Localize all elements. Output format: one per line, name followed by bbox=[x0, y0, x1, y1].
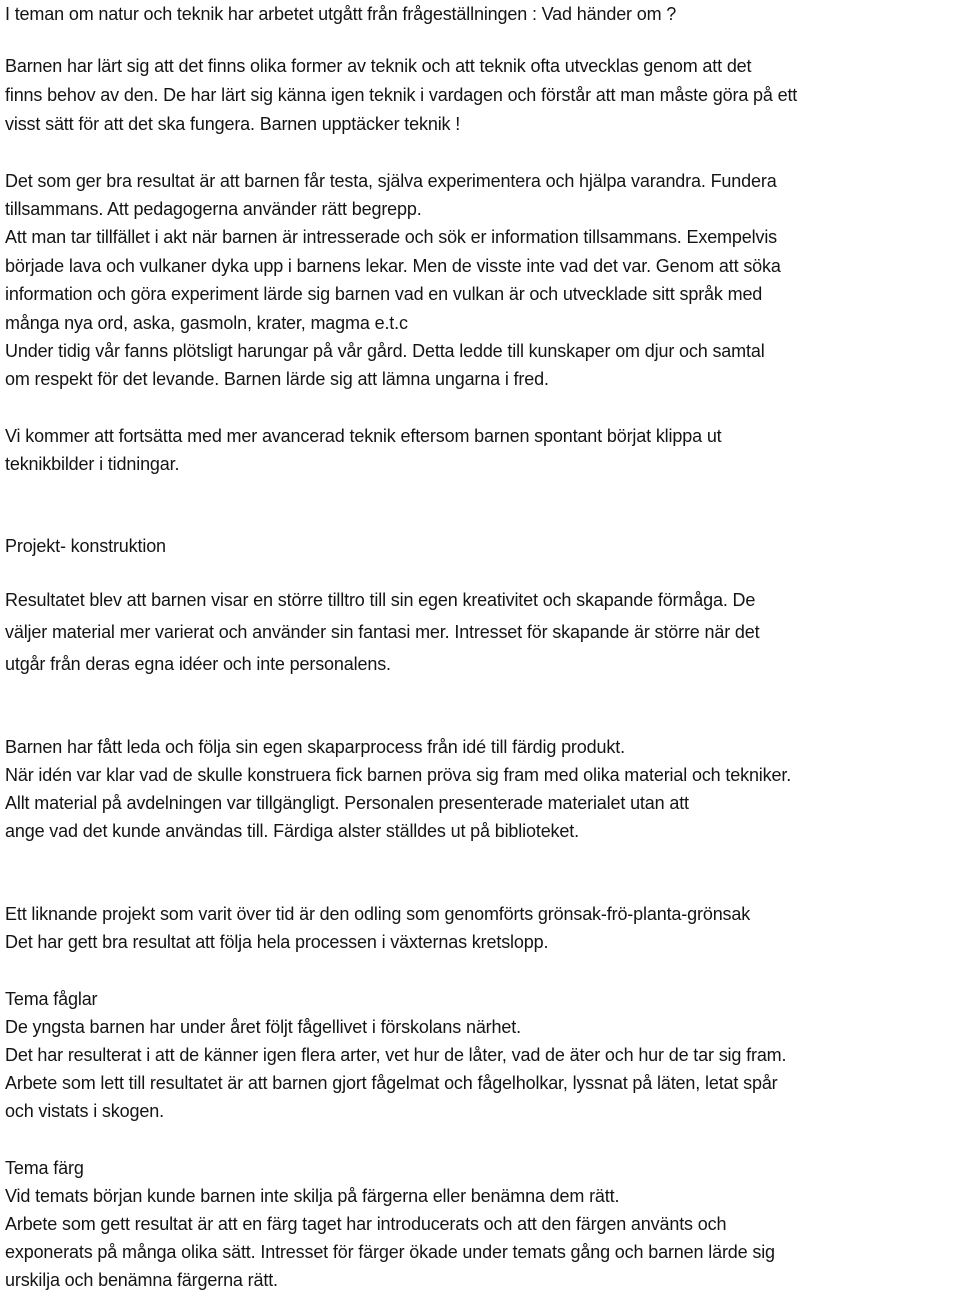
text-line: visst sätt för att det ska fungera. Barnen upptäcker teknik ! bbox=[5, 114, 461, 134]
section-heading: Projekt- konstruktion bbox=[5, 536, 166, 556]
section-heading: Tema färg bbox=[5, 1158, 84, 1178]
text-line: Vid temats början kunde barnen inte skilja på färgerna eller benämna dem rätt. bbox=[5, 1186, 620, 1206]
section-heading: Tema fåglar bbox=[5, 989, 98, 1009]
text-line: Att man tar tillfället i akt när barnen är intresserade och sök er information tillsammans. Exempelvis bbox=[5, 227, 778, 247]
text-line: teknikbilder i tidningar. bbox=[5, 454, 180, 474]
text-line: Det som ger bra resultat är att barnen får testa, själva experimentera och hjälpa varandra. Fundera bbox=[5, 171, 777, 191]
text-line: information och göra experiment lärde sig barnen vad en vulkan är och utvecklade sitt språk med bbox=[5, 284, 763, 304]
text-line: Vi kommer att fortsätta med mer avancerad teknik eftersom barnen spontant börjat klippa ut bbox=[5, 426, 722, 446]
text-line: Barnen har fått leda och följa sin egen skaparprocess från idé till färdig produkt. bbox=[5, 737, 625, 757]
text-line: utgår från deras egna idéer och inte personalens. bbox=[5, 654, 391, 674]
text-line: om respekt för det levande. Barnen lärde sig att lämna ungarna i fred. bbox=[5, 369, 549, 389]
text-line: Allt material på avdelningen var tillgängligt. Personalen presenterade materialet utan att bbox=[5, 793, 689, 813]
text-line: och vistats i skogen. bbox=[5, 1101, 164, 1121]
text-line: ange vad det kunde användas till. Färdiga alster ställdes ut på biblioteket. bbox=[5, 821, 579, 841]
text-line: Under tidig vår fanns plötsligt harungar på vår gård. Detta ledde till kunskaper om djur och samtal bbox=[5, 341, 765, 361]
text-line: tillsammans. Att pedagogerna använder rätt begrepp. bbox=[5, 199, 422, 219]
text-line: många nya ord, aska, gasmoln, krater, magma e.t.c bbox=[5, 313, 408, 333]
text-line: finns behov av den. De har lärt sig känna igen teknik i vardagen och förstår att man måste göra på ett bbox=[5, 85, 798, 105]
text-line: De yngsta barnen har under året följt fågellivet i förskolans närhet. bbox=[5, 1017, 521, 1037]
text-line: När idén var klar vad de skulle konstruera fick barnen pröva sig fram med olika material och tekniker. bbox=[5, 765, 792, 785]
text-line: Arbete som gett resultat är att en färg taget har introducerats och att den färgen använts och bbox=[5, 1214, 727, 1234]
text-line: började lava och vulkaner dyka upp i barnens lekar. Men de visste inte vad det var. Genom att söka bbox=[5, 256, 781, 276]
text-line: väljer material mer varierat och använder sin fantasi mer. Intresset för skapande är större när det bbox=[5, 622, 760, 642]
text-line: Det har resulterat i att de känner igen flera arter, vet hur de låter, vad de äter och hur de tar sig fram. bbox=[5, 1045, 787, 1065]
text-line: Barnen har lärt sig att det finns olika former av teknik och att teknik ofta utvecklas genom att det bbox=[5, 56, 752, 76]
text-line: exponerats på många olika sätt. Intresset för färger ökade under temats gång och barnen lärde sig bbox=[5, 1242, 775, 1262]
text-line: Arbete som lett till resultatet är att barnen gjort fågelmat och fågelholkar, lyssnat på läten, letat spår bbox=[5, 1073, 778, 1093]
text-line: Det har gett bra resultat att följa hela processen i växternas kretslopp. bbox=[5, 932, 549, 952]
text-line: Resultatet blev att barnen visar en större tilltro till sin egen kreativitet och skapande förmåga. De bbox=[5, 590, 756, 610]
text-line: Ett liknande projekt som varit över tid är den odling som genomförts grönsak-frö-planta-grönsak bbox=[5, 904, 751, 924]
text-line: urskilja och benämna färgerna rätt. bbox=[5, 1270, 278, 1290]
text-line: I teman om natur och teknik har arbetet utgått från frågeställningen : Vad händer om ? bbox=[5, 4, 677, 24]
